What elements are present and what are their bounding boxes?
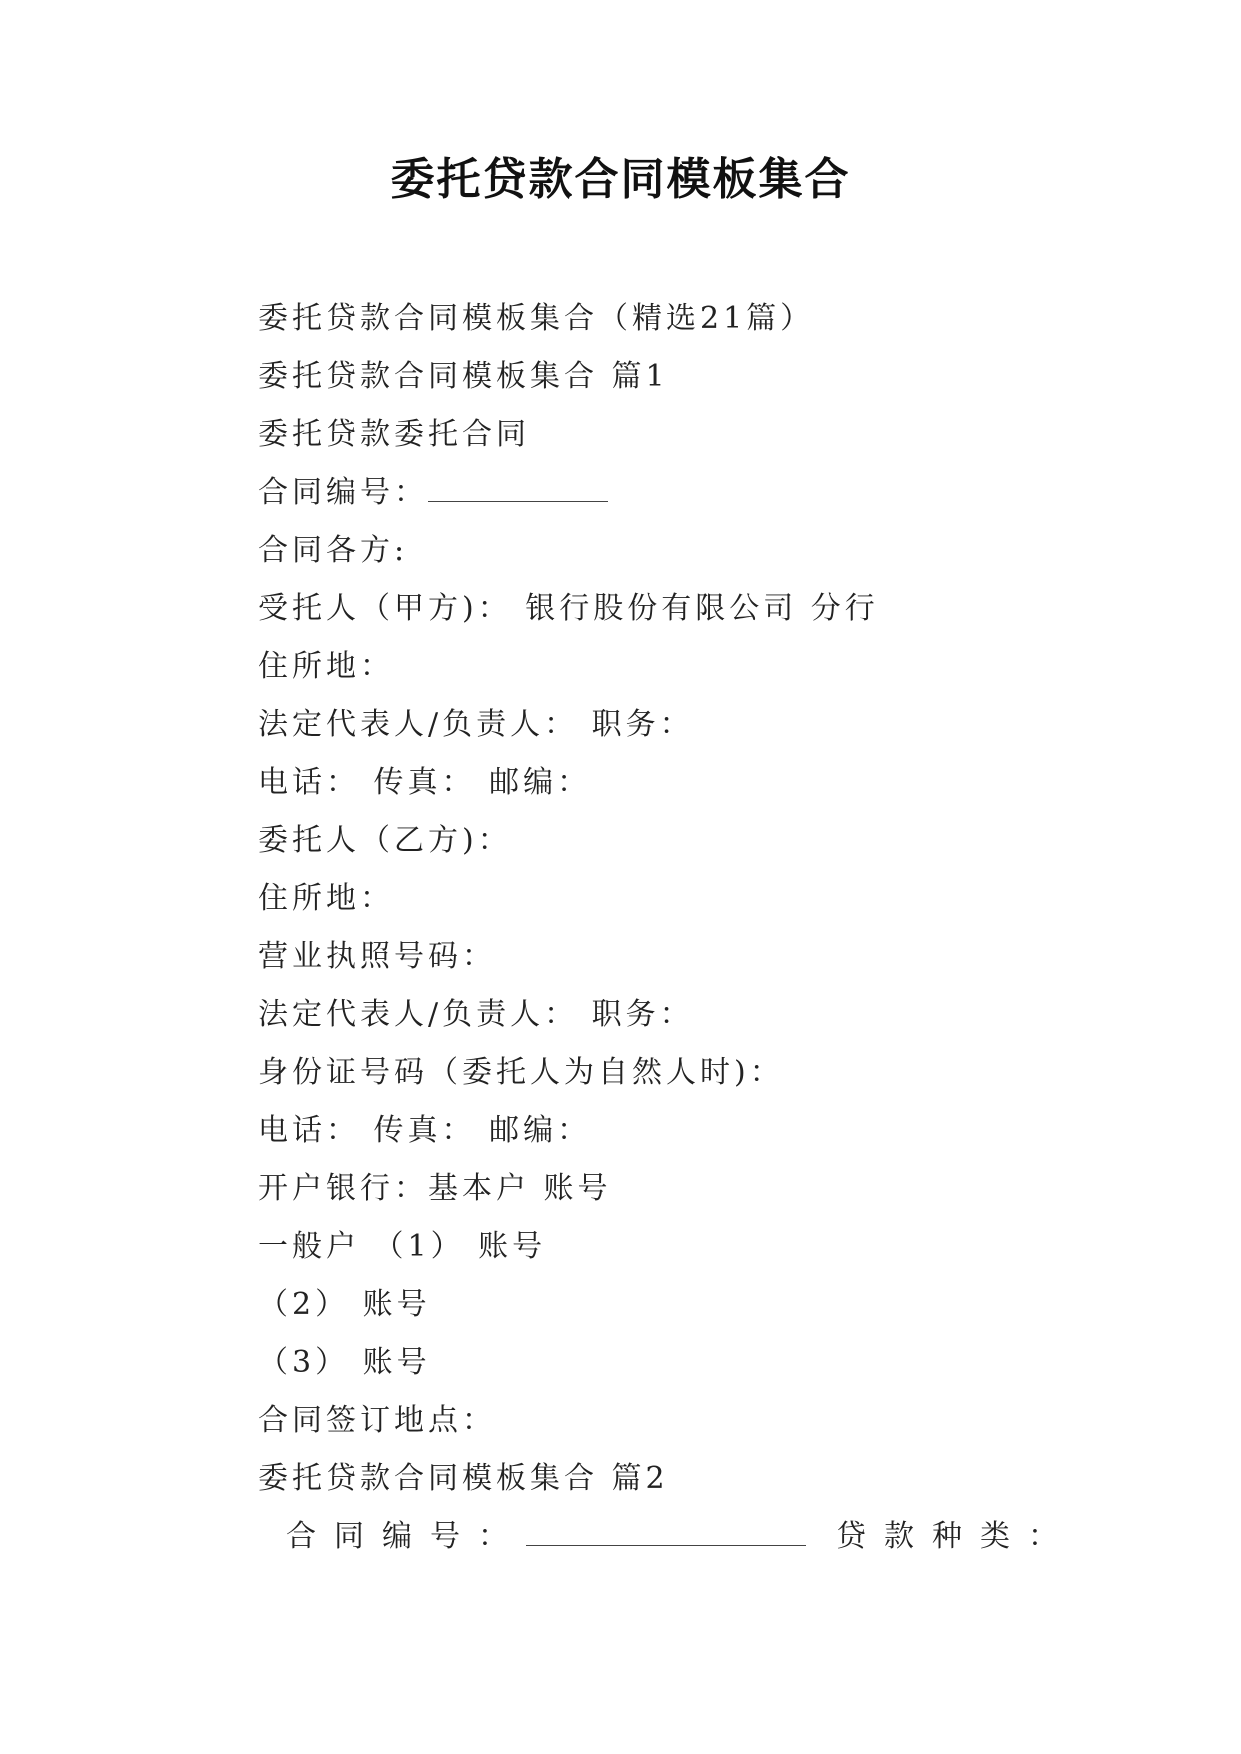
contract-number-line xyxy=(258,464,1058,522)
contract-number-label: 合同编号： xyxy=(258,475,428,510)
loan-type-label: 贷款种类： xyxy=(836,1519,1076,1554)
doc-line: 法定代表人/负责人： 职务： xyxy=(258,997,694,1032)
doc-line: （3） 账号 xyxy=(258,1345,431,1380)
doc-line: 一般户 （1） 账号 xyxy=(258,1229,547,1264)
doc-line: 委托贷款合同模板集合 篇1 xyxy=(258,359,669,394)
doc-line: 法定代表人/负责人： 职务： xyxy=(258,707,694,742)
doc-line: 委托贷款合同模板集合（精选21篇） xyxy=(258,301,815,336)
doc-line: 住所地： xyxy=(258,881,394,916)
document-title: 委托贷款合同模板集合 xyxy=(390,154,851,205)
doc-line: 委托贷款委托合同 xyxy=(258,417,530,452)
doc-line: 受托人（甲方)： 银行股份有限公司 分行 xyxy=(258,591,879,626)
doc-line: （2） 账号 xyxy=(258,1287,431,1322)
doc-line: 委托贷款合同模板集合 篇2 xyxy=(258,1461,669,1496)
doc-line: 电话： 传真： 邮编： xyxy=(258,765,592,800)
doc-line: 营业执照号码： xyxy=(258,939,496,974)
doc-line: 身份证号码（委托人为自然人时)： xyxy=(258,1055,784,1090)
doc-line: 开户银行：基本户 账号 xyxy=(258,1171,612,1206)
contract-number-loan-type-line xyxy=(258,1508,1076,1566)
doc-line: 合同签订地点： xyxy=(258,1403,496,1438)
doc-line: 委托人（乙方)： xyxy=(258,823,512,858)
contract-number-blank-2 xyxy=(526,1515,806,1546)
document-body xyxy=(258,290,1076,1566)
contract-number-blank xyxy=(428,471,608,502)
doc-line: 住所地： xyxy=(258,649,394,684)
doc-line: 电话： 传真： 邮编： xyxy=(258,1113,592,1148)
contract-number-label-2: 合同编号： xyxy=(286,1519,526,1554)
doc-line: 合同各方: xyxy=(258,533,409,568)
